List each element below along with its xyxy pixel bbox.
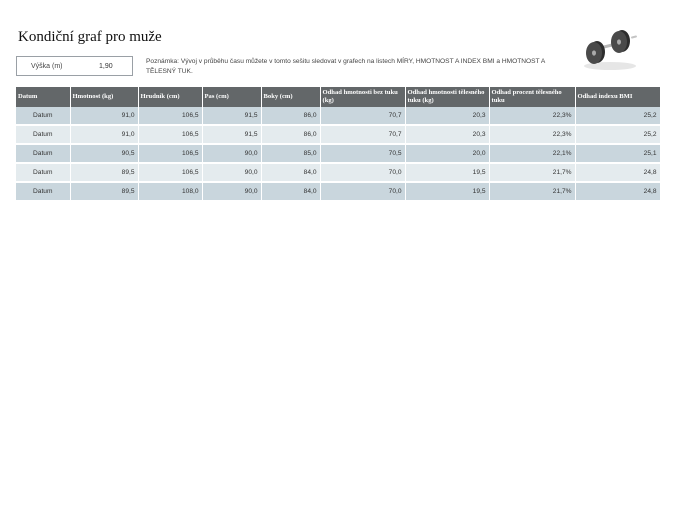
table-row	[16, 144, 660, 163]
table-row	[16, 182, 660, 201]
header-lean-mass[interactable]: Odhad hmotnosti bez tuku (kg)	[320, 87, 405, 107]
cell-waist[interactable]: 90,0	[202, 144, 261, 163]
cell-fat-percent[interactable]: 21,7%	[489, 182, 575, 201]
cell-fat-percent[interactable]: 22,3%	[489, 125, 575, 144]
cell-hips[interactable]: 86,0	[261, 107, 320, 125]
cell-chest[interactable]: 108,0	[138, 182, 202, 201]
cell-weight[interactable]: 90,5	[70, 144, 138, 163]
cell-fat-percent[interactable]: 22,3%	[489, 107, 575, 125]
cell-waist[interactable]: 91,5	[202, 125, 261, 144]
cell-waist[interactable]: 90,0	[202, 163, 261, 182]
header-bmi[interactable]: Odhad indexu BMI	[575, 87, 660, 107]
cell-date[interactable]: Datum	[16, 163, 70, 182]
cell-chest[interactable]: 106,5	[138, 144, 202, 163]
cell-date[interactable]: Datum	[16, 144, 70, 163]
cell-fat-percent[interactable]: 22,1%	[489, 144, 575, 163]
height-value[interactable]: 1,90	[99, 63, 113, 70]
cell-bmi[interactable]: 24,8	[575, 182, 660, 201]
cell-fat-mass[interactable]: 19,5	[405, 163, 489, 182]
header-chest[interactable]: Hrudník (cm)	[138, 87, 202, 107]
cell-date[interactable]: Datum	[16, 125, 70, 144]
cell-chest[interactable]: 106,5	[138, 107, 202, 125]
cell-fat-mass[interactable]: 20,3	[405, 107, 489, 125]
header-fat-mass[interactable]: Odhad hmotnosti tělesného tuku (kg)	[405, 87, 489, 107]
cell-bmi[interactable]: 24,8	[575, 163, 660, 182]
fitness-table	[16, 87, 661, 202]
height-label: Výška (m)	[31, 63, 63, 70]
cell-date[interactable]: Datum	[16, 182, 70, 201]
cell-lean-mass[interactable]: 70,7	[320, 125, 405, 144]
cell-lean-mass[interactable]: 70,7	[320, 107, 405, 125]
cell-bmi[interactable]: 25,2	[575, 107, 660, 125]
cell-hips[interactable]: 84,0	[261, 163, 320, 182]
cell-waist[interactable]: 91,5	[202, 107, 261, 125]
cell-hips[interactable]: 84,0	[261, 182, 320, 201]
header-date[interactable]: Datum	[16, 87, 70, 107]
table-header-row	[16, 87, 660, 107]
cell-lean-mass[interactable]: 70,0	[320, 182, 405, 201]
cell-fat-mass[interactable]: 19,5	[405, 182, 489, 201]
table-row	[16, 125, 660, 144]
cell-fat-mass[interactable]: 20,0	[405, 144, 489, 163]
page-title: Kondiční graf pro muže	[18, 29, 162, 45]
cell-lean-mass[interactable]: 70,5	[320, 144, 405, 163]
cell-lean-mass[interactable]: 70,0	[320, 163, 405, 182]
cell-hips[interactable]: 85,0	[261, 144, 320, 163]
dumbbell-icon	[578, 28, 640, 72]
cell-fat-percent[interactable]: 21,7%	[489, 163, 575, 182]
cell-waist[interactable]: 90,0	[202, 182, 261, 201]
cell-weight[interactable]: 91,0	[70, 107, 138, 125]
cell-date[interactable]: Datum	[16, 107, 70, 125]
cell-hips[interactable]: 86,0	[261, 125, 320, 144]
cell-fat-mass[interactable]: 20,3	[405, 125, 489, 144]
header-hips[interactable]: Boky (cm)	[261, 87, 320, 107]
note-text: Poznámka: Vývoj v průběhu času můžete v tomto sešitu sledovat v grafech na listech MÍRY, HMOTNOST A INDEX BMI a HMOTNOST A TĚLESNÝ TUK.	[146, 58, 545, 75]
header-waist[interactable]: Pas (cm)	[202, 87, 261, 107]
height-cell[interactable]	[16, 56, 133, 76]
cell-weight[interactable]: 89,5	[70, 163, 138, 182]
table-row	[16, 107, 660, 125]
cell-bmi[interactable]: 25,1	[575, 144, 660, 163]
cell-weight[interactable]: 91,0	[70, 125, 138, 144]
header-weight[interactable]: Hmotnost (kg)	[70, 87, 138, 107]
cell-bmi[interactable]: 25,2	[575, 125, 660, 144]
cell-chest[interactable]: 106,5	[138, 125, 202, 144]
cell-chest[interactable]: 106,5	[138, 163, 202, 182]
header-fat-percent[interactable]: Odhad procent tělesného tuku	[489, 87, 575, 107]
table-row	[16, 163, 660, 182]
cell-weight[interactable]: 89,5	[70, 182, 138, 201]
